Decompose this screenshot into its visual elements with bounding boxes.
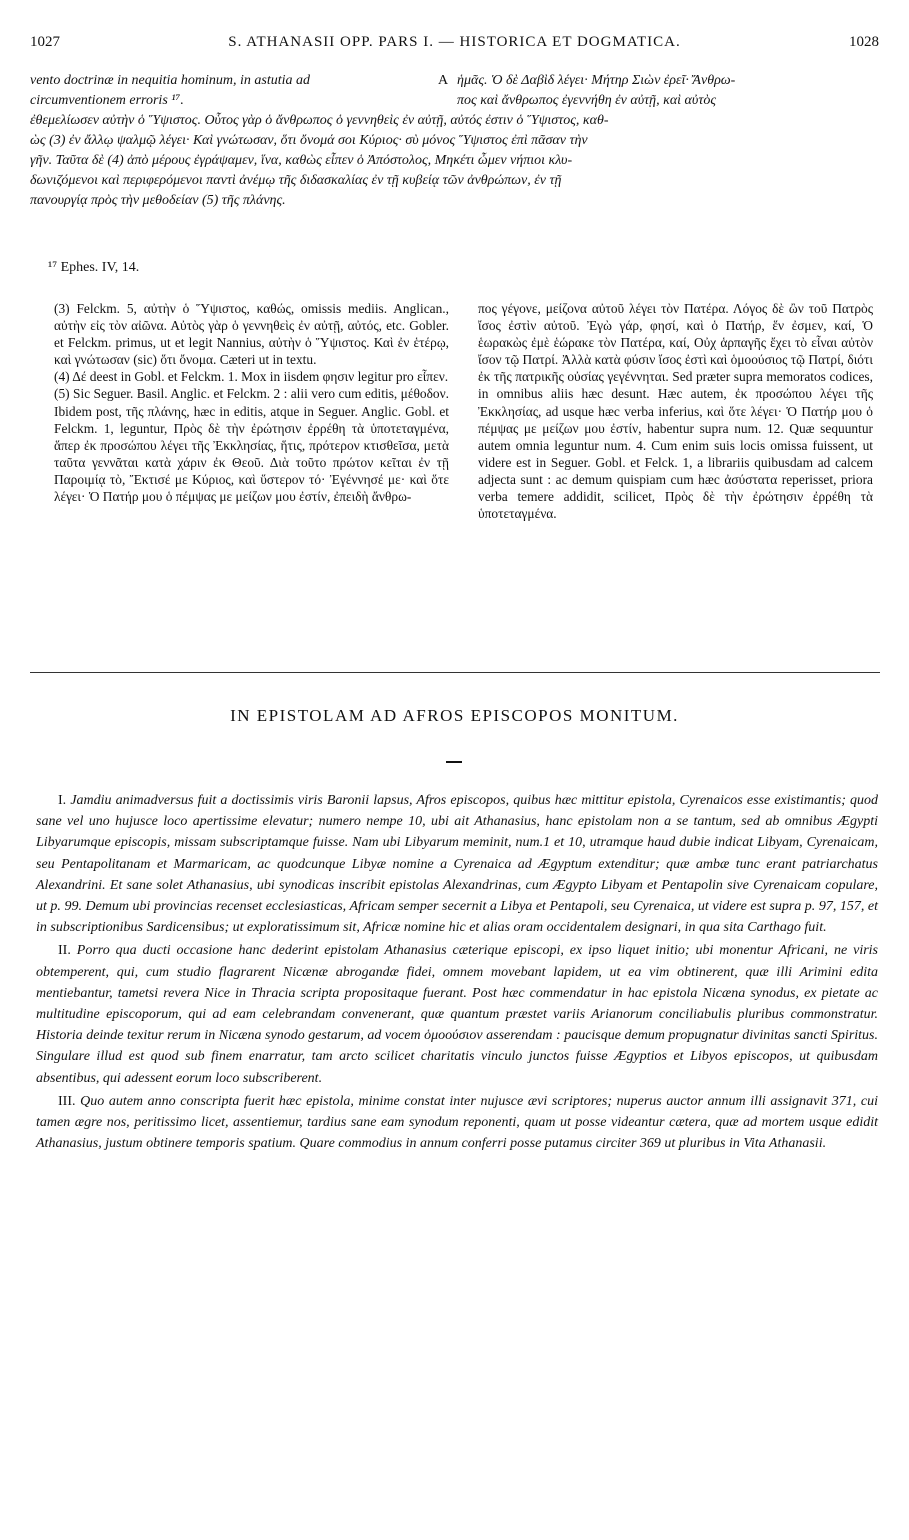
notes-left-column bbox=[54, 300, 449, 505]
running-title: S. ATHANASII OPP. PARS I. — HISTORICA ET DOGMATICA. bbox=[228, 34, 681, 50]
page-number-left: 1027 bbox=[30, 34, 60, 50]
continuation-row bbox=[30, 91, 880, 111]
running-head bbox=[30, 34, 879, 58]
paragraph-text: Quo autem anno conscripta fuerit hæc epistola, minime constat inter nujusce ævi scriptores; nuperus auctor annum illi assignavit 371, cui tamen ægre nos, peritissimo licet, assentiemur, tardius sane eam synodum reponenti, quam ut posse videantur cætera, quæ ad mortem usque edidit Athanasius, justum obtinere temporis spatium. Quare commodius in annum conferri posse putamus circiter 369 ut pluribus in Vita Athanasii. bbox=[36, 1093, 878, 1152]
greek-line: πανουργίᾳ πρὸς τὴν μεθοδείαν (5) τῆς πλάνης. bbox=[30, 193, 286, 208]
greek-line: πος καὶ ἄνθρωπος ἐγεννήθη ἐν αὐτῇ, καὶ αὐτὸς bbox=[457, 93, 717, 108]
greek-line: ἐθεμελίωσεν αὐτὴν ὁ Ὕψιστος. Οὗτος γὰρ ὁ ἄνθρωπος ὁ γεννηθεὶς ἐν αὐτῇ, αὐτός ἐστιν ὁ Ὕψιστος, καθ- bbox=[30, 113, 609, 128]
monitum-body bbox=[36, 790, 878, 1156]
paragraph-text: Porro qua ducti occasione hanc dederint epistolam Athanasius cæterique episcopi, ex ipso liquet initio; ubi monentur Africani, ne viris obtemperent, qui, cum studio flagrarent Nicænæ abrogandæ fidei, omnem movebant lapidem, ut ea vim obtinerent, quæ illi Arimini edita mentiebantur, tametsi revera Nice in Thracia scripta propositaque fuerant. Post hæc commendatur in hac epistola Nicæna synodus, ex pietate ac multitudine episcoporum, qui ad eam celebrandam convenerant, quæ quantum præstet variis Arianorum conciliabulis pluribus commonstratur. Historia deinde texitur rerum in Nicæna synodo gestarum, ad vocem ὁμοούσιον asserendam : paucisque demum propugnatur divinitas sancti Spiritus. Singulare illud est quod sub finem enarratur, tam arcto scilicet charitatis vinculo junctos fuisse Ægyptios et Libyos episcopos, ut quibusdam absentibus, qui adessent eorum loco subscriberent. bbox=[36, 943, 879, 1086]
note-paragraph: (5) Sic Seguer. Basil. Anglic. et Felckm. 2 : alii vero cum editis, μέθοδον. Ibidem post, τῆς πλάνης, hæc in editis, atque in Seguer. Anglic. Gobl. et Felckm. 1, leguntur, Πρὸς δὲ τὴν ἐρώτησιν ἐρρέθη τὰ ὑποτεταγμένα, ἅπερ ἐκ προσώπου λέγει τῆς Ἐκκλησίας, ἥτις, πρότερον κτισθεῖσα, μετὰ ταῦτα γεννᾶται κατὰ χάριν ἐκ Θεοῦ. Διὰ τοῦτο πρώτον κεῖται ἐν τῇ Παροιμίᾳ τὸ, Ἔκτισέ με Κύριος, καὶ ὕστερον τό· Ἐγέννησέ με· καὶ ὅτε λέγει· Ὁ Πατήρ μου ὁ πέμψας με μείζων μου ἐστίν, ἐπειδὴ ἄνθρω- bbox=[54, 386, 449, 505]
greek-line: ὼς (3) ἐν ἄλλῳ ψαλμῷ λέγει· Καὶ γνώτωσαν, ὅτι ὄνομά σοι Κύριος· σὺ μόνος Ὕψιστος ἐπὶ πᾶσαν τὴν bbox=[30, 133, 588, 148]
paragraph-number: III. bbox=[58, 1093, 76, 1109]
section-title: IN EPISTOLAM AD AFROS EPISCOPOS MONITUM. bbox=[230, 706, 679, 725]
section-marker: A bbox=[438, 73, 449, 88]
note-paragraph: (3) Felckm. 5, αὐτὴν ὁ Ὕψιστος, καθώς, omissis mediis. Anglican., αὐτὴν εἰς τὸν αἰῶνα. Αὐτὸς γὰρ ὁ γεννηθεὶς ἐν αὐτῇ, αὐτός, etc. Gobler. et Felckm. primus, ut et legit Nannius, αὐτὴν ὁ Ὕψιστος. Καὶ ἐν ἑτέρῳ, καὶ γνώτωσαν (sic) ὅτι ὄνομα. Cæteri ut in textu. bbox=[54, 301, 449, 368]
note-paragraph: πος γέγονε, μείζονα αὐτοῦ λέγει τὸν Πατέρα. Λόγος δὲ ὢν τοῦ Πατρὸς ἴσος ἐστὶν αὐτοῦ. Ἐγὼ γάρ, φησί, καὶ ὁ Πατήρ, ἕν ἐσμεν, καί, Ὁ ἑωρακὼς ἐμὲ ἑώρακε τὸν Πατέρα, καί, Οὐχ ἁρπαγῆς ἔχει τὸ εἶναι αὐτὸν ἴσον τῷ Πατρί. Ἀλλὰ κατὰ φύσιν ἴσος ἐστὶ καὶ ὁμοούσιος τῷ Πατρί, διότι ἐκ τῆς πατρικῆς οὐσίας γεγέννηται. Sed præter supra memoratos codices, in omnibus aliis hæc desunt. Hæc autem, ἐκ προσώπου λέγει τῆς Ἐκκλησίας, ad usque hæc verba inferius, καὶ ὅτε λέγει· Ὁ Πατήρ μου ὁ πέμψας με μείζων μου ἐστίν, habentur supra num. 12. Quæ sequuntur autem omnia leguntur num. 4. Cum enim suis locis omissa fuissent, ut videre est in Seguer. Gobl. et Felck. 1, a librariis quibusdam ad calcem adjecta sunt : ac demum quispiam cum hæc ἀσύστατα reperisset, priora verba temere addidit, scilicet, Πρὸς δὲ τὴν ἐρώτησιν ἐρρέθη τὰ ὑποτεταγμένα. bbox=[478, 301, 873, 522]
notes-right-column bbox=[478, 300, 873, 522]
monitum-paragraph bbox=[36, 1091, 878, 1155]
footnote: ¹⁷ Ephes. IV, 14. bbox=[48, 260, 140, 275]
paragraph-number: I. bbox=[58, 793, 67, 808]
continuation-text bbox=[30, 71, 880, 211]
latin-line: circumventionem erroris ¹⁷. bbox=[30, 93, 184, 108]
paragraph-number: II. bbox=[58, 943, 71, 959]
greek-line: ἡμᾶς. Ὁ δὲ Δαβὶδ λέγει· Μήτηρ Σιὼν ἐρεῖ· Ἄνθρω- bbox=[457, 73, 736, 88]
greek-line: δωνιζόμενοι καὶ περιφερόμενοι παντὶ ἀνέμῳ τῆς διδασκαλίας ἐν τῇ κυβείᾳ τῶν ἀνθρώπων, ἐν τῇ bbox=[30, 173, 562, 188]
section-divider bbox=[30, 672, 880, 673]
title-dash bbox=[446, 761, 462, 763]
continuation-row bbox=[30, 71, 880, 91]
monitum-paragraph bbox=[36, 940, 878, 1088]
greek-line: γῆν. Ταῦτα δὲ (4) ἀπὸ μέρους ἐγράψαμεν, ἵνα, καθὼς εἶπεν ὁ Ἀπόστολος, Μηκέτι ὦμεν νήπιοι κλυ- bbox=[30, 153, 573, 168]
monitum-paragraph bbox=[36, 790, 878, 938]
page-number-right: 1028 bbox=[849, 34, 879, 50]
note-paragraph: (4) Δέ deest in Gobl. et Felckm. 1. Mox in iisdem φησιν legitur pro εἶπεν. bbox=[54, 369, 449, 385]
latin-line: vento doctrinæ in nequitia hominum, in astutia ad bbox=[30, 73, 310, 88]
paragraph-text: Jamdiu animadversus fuit a doctissimis viris Baronii lapsus, Afros episcopos, quibus hæc mittitur epistola, Cyrenaicos esse existimantis; quod sane vel uno hujusce loco apertissime elevatur; numero nempe 10, ubi ait Athanasius, hanc epistolam non a se tantum, sed ab omnibus Ægypti Libyarumque episcopis, missam subscriptamque fuisse. Nam ubi Libyarum meminit, num.1 et 10, utramque haud dubie indicat Libyam, Cyrenaicam, seu Pentapolitanam et Marmaricam, ac quodcunque Libyæ nomine a Cyrenaica ad Ægyptum extenditur; quæ ambæ tunc erant patriarchatus Alexandrini. Et sane solet Athanasius, ubi synodicas inscribit epistolas Alexandrinas, cum Ægypto Libyam et Pentapolin sive Cyrenaicam copulare, ut p. 99. Demum ubi provincias recenset ecclesiasticas, Africam semper secernit a Libya et Pentapoli, seu Cyrenaica, ut videre est supra p. 97, 157, et in subscriptionibus Sardicensibus; ut exploratissimum sit, Africæ nomine hic et alias oram occidentalem designari, in qua sita Carthago fuit. bbox=[36, 793, 878, 936]
